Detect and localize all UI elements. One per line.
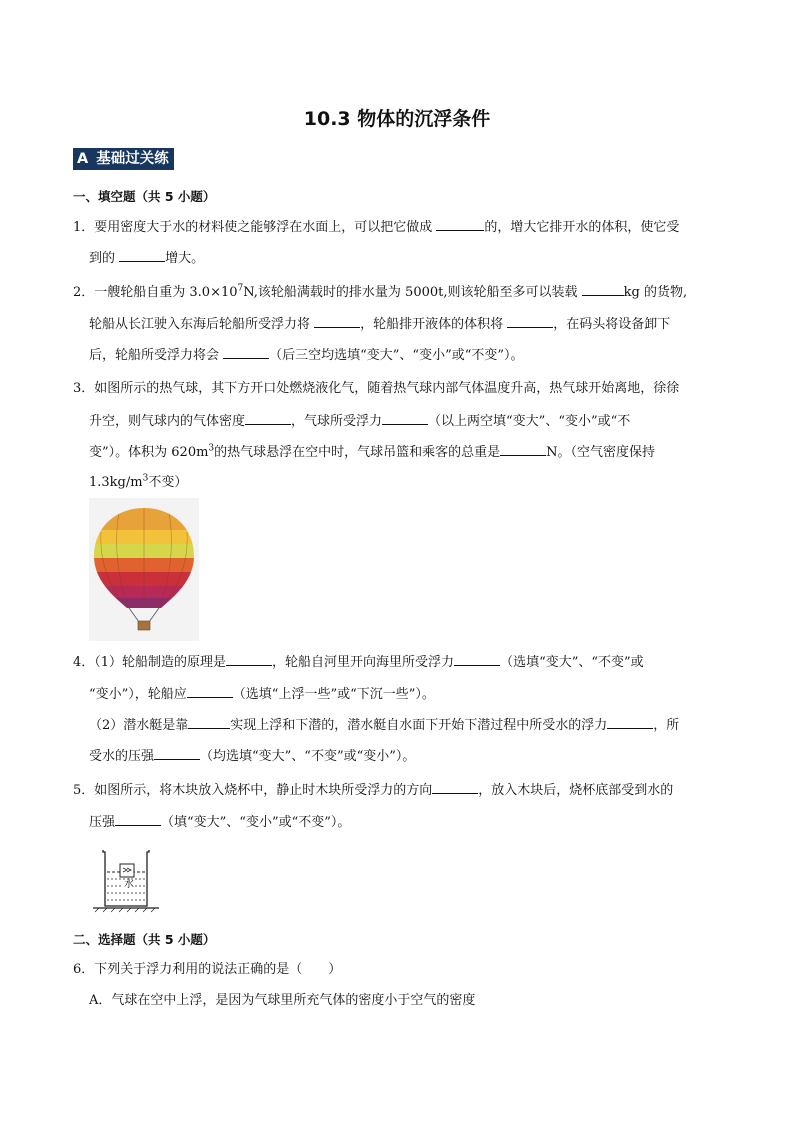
- q3-text: 3．如图所示的热气球，其下方开口处燃烧液化气，随着热气球内部气体温度升高，热气球开始离地，徐徐: [73, 381, 680, 396]
- q2-text: ，轮船排开液体的体积将: [360, 317, 508, 332]
- q4-text: 4．（1）轮船制造的原理是: [73, 655, 227, 670]
- answer-blank[interactable]: [245, 412, 291, 425]
- answer-blank[interactable]: [507, 315, 553, 328]
- q1-line1: [73, 218, 679, 237]
- q3-text: 变”）。体积为 620m: [89, 445, 209, 460]
- q2-text: （后三空均选填“变大”、“变小”或“不变”）。: [269, 348, 524, 363]
- q3-text: ，气球所受浮力: [291, 414, 383, 429]
- answer-blank[interactable]: [500, 443, 546, 456]
- q4-line1: [73, 653, 644, 672]
- q5-text: 5．如图所示，将木块放入烧杯中，静止时木块所受浮力的方向: [73, 783, 433, 798]
- q4-line4: [89, 747, 415, 766]
- fill-blank-heading: 一、填空题（共 5 小题）: [73, 189, 216, 204]
- q1-text: 到的: [89, 251, 120, 266]
- q3-text: 1.3kg/m: [89, 475, 143, 490]
- section-label: 基础过关练: [96, 151, 169, 167]
- answer-blank[interactable]: [119, 249, 165, 262]
- q5-text: （填“变大”、“变小”或“不变”）。: [161, 815, 351, 830]
- hot-air-balloon-figure: [89, 498, 199, 641]
- q4-text: 受水的压强: [89, 749, 155, 764]
- q6-text: 6．下列关于浮力利用的说法正确的是（ ）: [73, 962, 342, 977]
- q5-line2: [89, 813, 350, 832]
- answer-blank[interactable]: [314, 315, 360, 328]
- section-banner: [73, 148, 174, 170]
- q1-text: 的，增大它排开水的体积，使它受: [484, 220, 680, 235]
- q3-line1: [73, 380, 679, 398]
- q2-line3: [89, 346, 524, 365]
- q4-text: （选填“变大”、“不变”或: [500, 655, 644, 670]
- q2-text: 轮船从长江驶入东海后轮船所受浮力将: [89, 317, 315, 332]
- q3-line2: [89, 412, 630, 431]
- q1-text: 1．要用密度大于水的材料使之能够浮在水面上，可以把它做成: [73, 220, 437, 235]
- answer-blank[interactable]: [154, 747, 200, 760]
- q3-exponent: 3: [142, 473, 149, 484]
- q4-text: 实现上浮和下潜的，潜水艇自水面下开始下潜过程中所受水的浮力: [230, 718, 608, 733]
- water-label: 水: [124, 879, 134, 890]
- multiple-choice-heading: 二、选择题（共 5 小题）: [73, 932, 216, 947]
- answer-blank[interactable]: [607, 716, 653, 729]
- q4-text: （均选填“变大”、“不变”或“变小”）。: [200, 749, 416, 764]
- answer-blank[interactable]: [187, 685, 233, 698]
- q2-text: 后，轮船所受浮力将会: [89, 348, 224, 363]
- q5-line1: [73, 781, 673, 800]
- answer-blank[interactable]: [436, 218, 484, 231]
- answer-blank[interactable]: [382, 412, 428, 425]
- answer-blank[interactable]: [454, 653, 500, 666]
- q3-text: 升空，则气球内的气体密度: [89, 414, 246, 429]
- q3-text: 的热气球悬浮在空中时，气球吊篮和乘客的总重是: [214, 445, 501, 460]
- answer-blank[interactable]: [432, 781, 478, 794]
- wood-block: [120, 864, 134, 877]
- q2-exponent: 7: [237, 283, 244, 294]
- q4-text: （选填“上浮一些”或“下沉一些”）。: [232, 687, 435, 702]
- q2-line1: [73, 283, 687, 302]
- q6-option-a-text: A．气球在空中上浮，是因为气球里所充气体的密度小于空气的密度: [89, 993, 476, 1008]
- beaker-figure: [89, 846, 161, 914]
- balloon-basket: [138, 621, 150, 630]
- answer-blank[interactable]: [226, 653, 272, 666]
- q4-line2: [89, 685, 435, 704]
- q3-line4: [89, 474, 187, 492]
- page-title: 10.3 物体的沉浮条件: [303, 108, 491, 130]
- q6-option-a[interactable]: [89, 992, 475, 1010]
- answer-blank[interactable]: [188, 716, 230, 729]
- q3-exponent: 3: [208, 443, 215, 454]
- answer-blank[interactable]: [223, 346, 269, 359]
- q6-stem: [73, 961, 341, 979]
- q1-text: 增大。: [165, 251, 205, 266]
- q3-text: （以上两空填“变大”、“变小”或“不: [428, 414, 631, 429]
- q2-text: 2．一艘轮船自重为 3.0×10: [73, 285, 238, 300]
- q4-line3: [89, 716, 679, 735]
- q5-text: 压强: [89, 815, 116, 830]
- q4-text: （2）潜水艇是靠: [89, 718, 189, 733]
- q4-text: “变小”），轮船应: [89, 687, 187, 702]
- q3-line3: [89, 443, 655, 462]
- q1-line2: [89, 249, 204, 268]
- q3-text: N。（空气密度保持: [546, 445, 656, 460]
- q2-text: ，在码头将设备卸下: [553, 317, 671, 332]
- q3-text: 不变）: [148, 475, 188, 490]
- q2-line2: [89, 315, 670, 334]
- answer-blank[interactable]: [115, 813, 161, 826]
- q4-text: ，轮船自河里开向海里所受浮力: [272, 655, 455, 670]
- q2-text: kg 的货物,: [623, 285, 688, 300]
- q4-text: ，所: [653, 718, 680, 733]
- answer-blank[interactable]: [582, 283, 624, 296]
- q2-text: N,该轮船满载时的排水量为 5000t,则该轮船至多可以装载: [243, 285, 582, 300]
- section-letter: A: [77, 151, 89, 167]
- q5-text: ，放入木块后，烧杯底部受到水的: [478, 783, 674, 798]
